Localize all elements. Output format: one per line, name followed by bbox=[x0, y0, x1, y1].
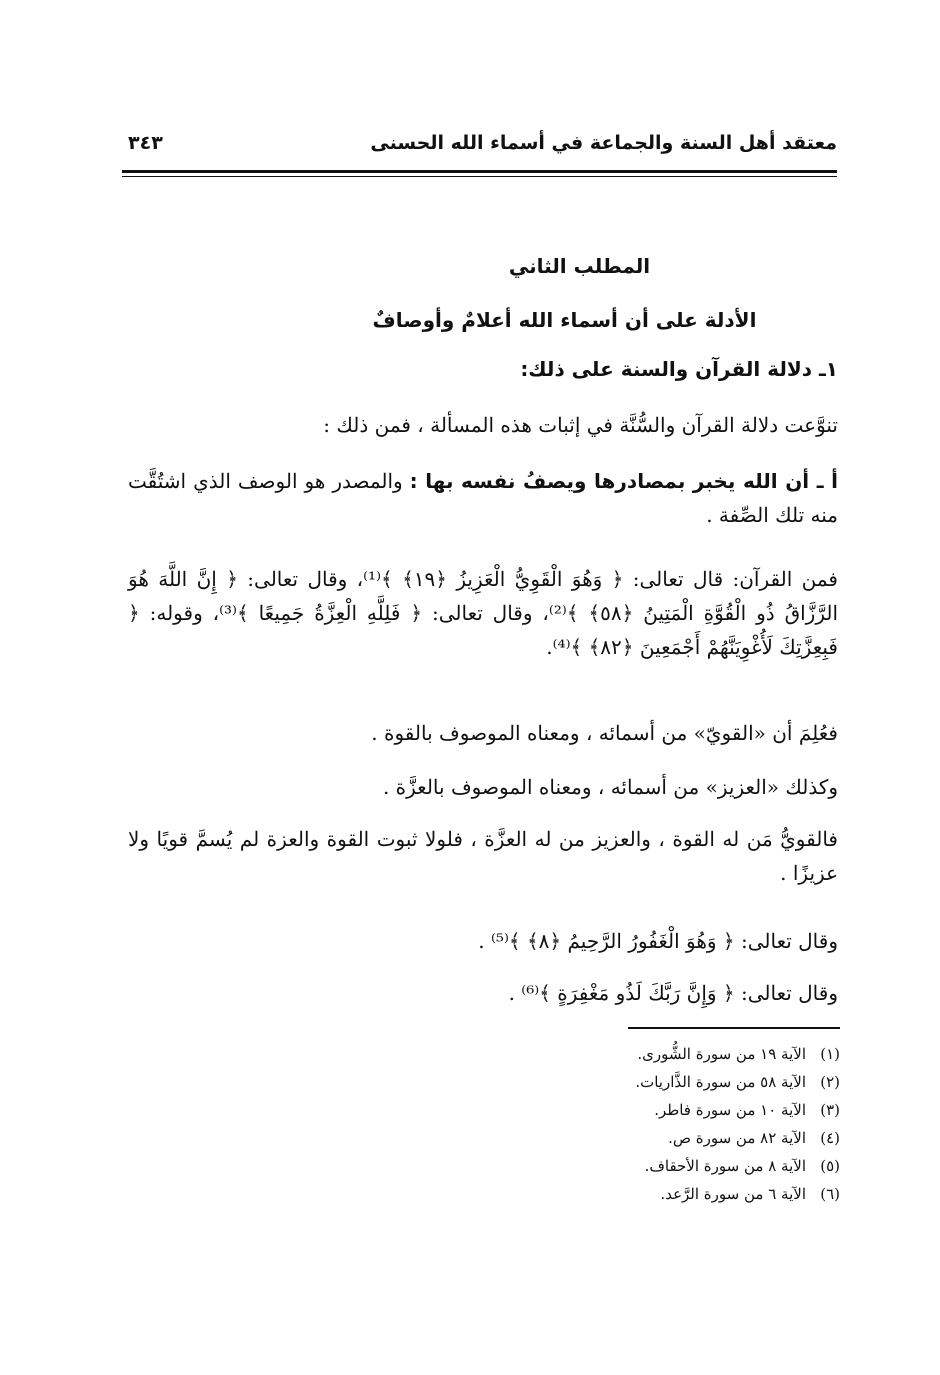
footnote-number: (٣) bbox=[820, 1101, 840, 1119]
footnote-text: الآية ٦ من سورة الرَّعد. bbox=[660, 1185, 806, 1203]
subheading-evidence: ١ـ دلالة القرآن والسنة على ذلك: bbox=[520, 357, 838, 381]
footnote-number: (٥) bbox=[820, 1157, 840, 1175]
paragraph-al-aziz: وكذلك «العزيز» من أسمائه ، ومعناه الموصوف بالعزَّة . bbox=[382, 775, 838, 799]
page-number: ٣٤٣ bbox=[128, 132, 163, 154]
footnote-number: (٤) bbox=[820, 1129, 840, 1147]
point-a-text: والمصدر هو الوصف الذي اشتُقَّت منه تلك الصِّفة . bbox=[128, 469, 838, 527]
footnote-item bbox=[128, 1040, 840, 1068]
footnote-item bbox=[128, 1180, 840, 1208]
footnote-text: الآية ٨٢ من سورة ص. bbox=[668, 1129, 806, 1147]
paragraph-intro: تنوَّعت دلالة القرآن والسُّنَّة في إثبات هذه المسألة ، فمن ذلك : bbox=[323, 413, 838, 437]
footnote-item bbox=[128, 1068, 840, 1096]
section-title: المطلب الثاني bbox=[508, 254, 651, 278]
footnote-text: الآية ١٠ من سورة فاطر. bbox=[654, 1101, 806, 1119]
running-header-title: معتقد أهل السنة والجماعة في أسماء الله الحسنى bbox=[370, 132, 837, 154]
footnotes-list bbox=[128, 1040, 840, 1208]
footnote-item bbox=[128, 1152, 840, 1180]
header-rule-thick bbox=[122, 170, 837, 173]
paragraph-al-ghafur: وقال تعالى: ﴿ وَهُوَ الْغَفُورُ الرَّحِيمُ ﴿٨﴾ ﴾⁽⁵⁾ . bbox=[478, 929, 838, 953]
footnote-text: الآية ١٩ من سورة الشُّورى. bbox=[637, 1045, 806, 1063]
paragraph-maghfira: وقال تعالى: ﴿ وَإِنَّ رَبَّكَ لَذُو مَغْفِرَةٍ ﴾⁽⁶⁾ . bbox=[508, 981, 838, 1005]
footnote-item bbox=[128, 1124, 840, 1152]
paragraph-al-qawi: فعُلِمَ أن «القويّ» من أسمائه ، ومعناه الموصوف بالقوة . bbox=[371, 721, 838, 745]
paragraph-quran-verses: فمن القرآن: قال تعالى: ﴿ وَهُوَ الْقَوِيُّ الْعَزِيزُ ﴿١٩﴾ ﴾⁽¹⁾، وقال تعالى: ﴿ إِنَّ اللَّهَ هُوَ الرَّزَّاقُ ذُو الْقُوَّةِ الْمَتِينُ ﴿٥٨﴾ ﴾⁽²⁾، وقال تعالى: ﴿ فَلِلَّهِ الْعِزَّةُ جَمِيعًا ﴾⁽³⁾، وقوله: ﴿ فَبِعِزَّتِكَ لَأُغْوِيَنَّهُمْ أَجْمَعِينَ ﴿٨٢﴾ ﴾⁽⁴⁾. bbox=[128, 567, 839, 659]
paragraph-explanation: فالقويُّ مَن له القوة ، والعزيز من له العزَّة ، فلولا ثبوت القوة والعزة لم يُسمَّ قويًا ولا عزيزًا . bbox=[128, 827, 838, 885]
running-header bbox=[122, 128, 837, 164]
paragraph-point-a bbox=[128, 464, 838, 532]
footnote-item bbox=[128, 1096, 840, 1124]
footnote-text: الآية ٥٨ من سورة الذَّاريات. bbox=[635, 1073, 806, 1091]
section-subtitle: الأدلة على أن أسماء الله أعلامٌ وأوصافٌ bbox=[372, 308, 757, 332]
point-a-heading: أ ـ أن الله يخبر بمصادرها ويصفُ نفسه بها : bbox=[409, 469, 838, 493]
footnote-number: (٢) bbox=[820, 1073, 840, 1091]
footnote-separator bbox=[628, 1027, 840, 1029]
footnote-text: الآية ٨ من سورة الأحقاف. bbox=[644, 1157, 806, 1175]
footnote-number: (١) bbox=[820, 1045, 840, 1063]
footnote-number: (٦) bbox=[820, 1185, 840, 1203]
header-rule-thin bbox=[122, 176, 837, 177]
